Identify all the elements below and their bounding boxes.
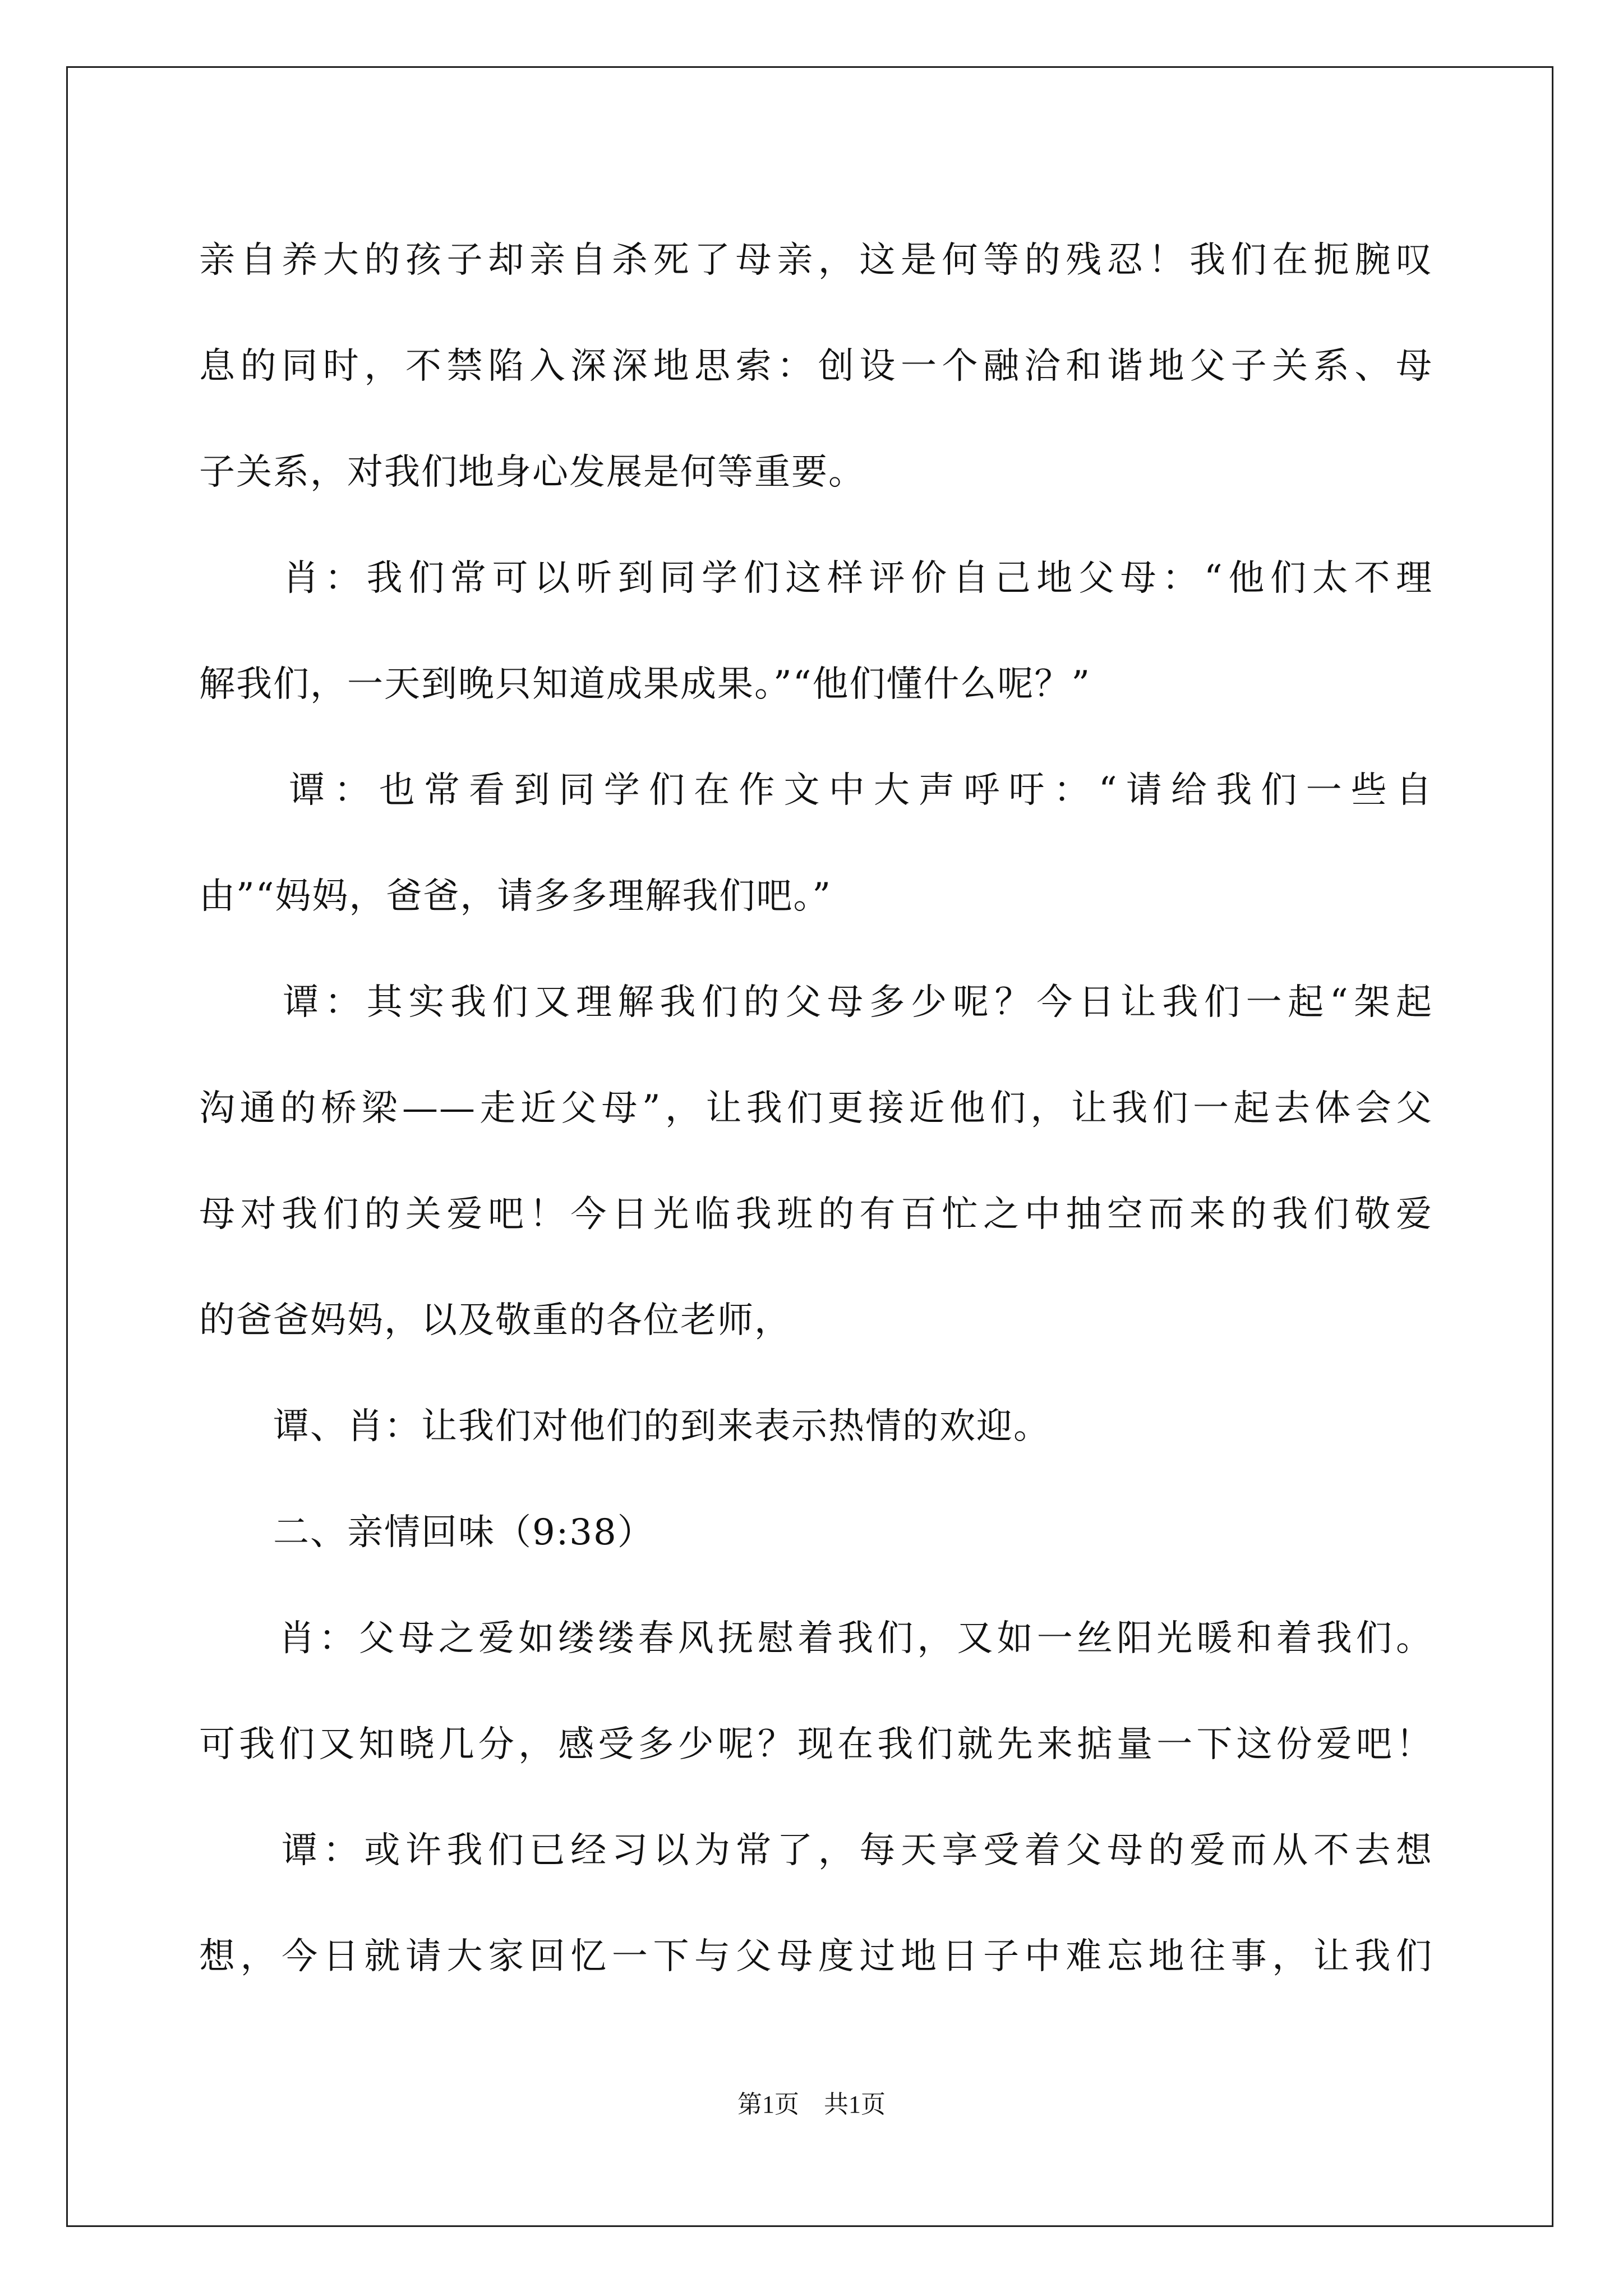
document-body [199,208,1433,2010]
text-line-16: 谭：或许我们已经习以为常了，每天享受着父母的爱而从不去想 [199,1830,1433,1871]
text-line-8: 谭：其实我们又理解我们的父母多少呢？今日让我们一起“架起 [199,982,1433,1023]
text-line-7: 由”“妈妈，爸爸，请多多理解我们吧。” [199,876,832,917]
text-line-10: 母对我们的关爱吧！今日光临我班的有百忙之中抽空而来的我们敬爱 [199,1194,1433,1235]
page-number: 第1页 [737,2091,799,2118]
text-line-1: 亲自养大的孩子却亲自杀死了母亲，这是何等的残忍！我们在扼腕叹 [199,240,1433,281]
text-line-11: 的爸爸妈妈，以及敬重的各位老师， [199,1300,791,1341]
page-footer [0,2088,1623,2122]
text-line-13: 二、亲情回味（9:38） [199,1512,654,1553]
text-line-17: 想，今日就请大家回忆一下与父母度过地日子中难忘地往事，让我们 [199,1936,1433,1977]
page-total: 共1页 [824,2091,886,2118]
text-line-9: 沟通的桥梁——走近父母”，让我们更接近他们，让我们一起去体会父 [199,1088,1433,1129]
text-line-2: 息的同时，不禁陷入深深地思索：创设一个融洽和谐地父子关系、母 [199,346,1433,387]
text-line-14: 肖：父母之爱如缕缕春风抚慰着我们，又如一丝阳光暖和着我们。 [199,1618,1433,1659]
text-line-3: 子关系，对我们地身心发展是何等重要。 [199,452,865,493]
text-line-5: 解我们，一天到晚只知道成果成果。”“他们懂什么呢？” [199,664,1091,705]
text-line-4: 肖：我们常可以听到同学们这样评价自己地父母：“他们太不理 [199,558,1433,599]
text-line-12: 谭、肖：让我们对他们的到来表示热情的欢迎。 [199,1406,1050,1447]
text-line-6: 谭：也常看到同学们在作文中大声呼吁：“请给我们一些自 [199,770,1433,811]
text-line-15: 可我们又知晓几分，感受多少呢？现在我们就先来掂量一下这份爱吧！ [199,1724,1433,1765]
